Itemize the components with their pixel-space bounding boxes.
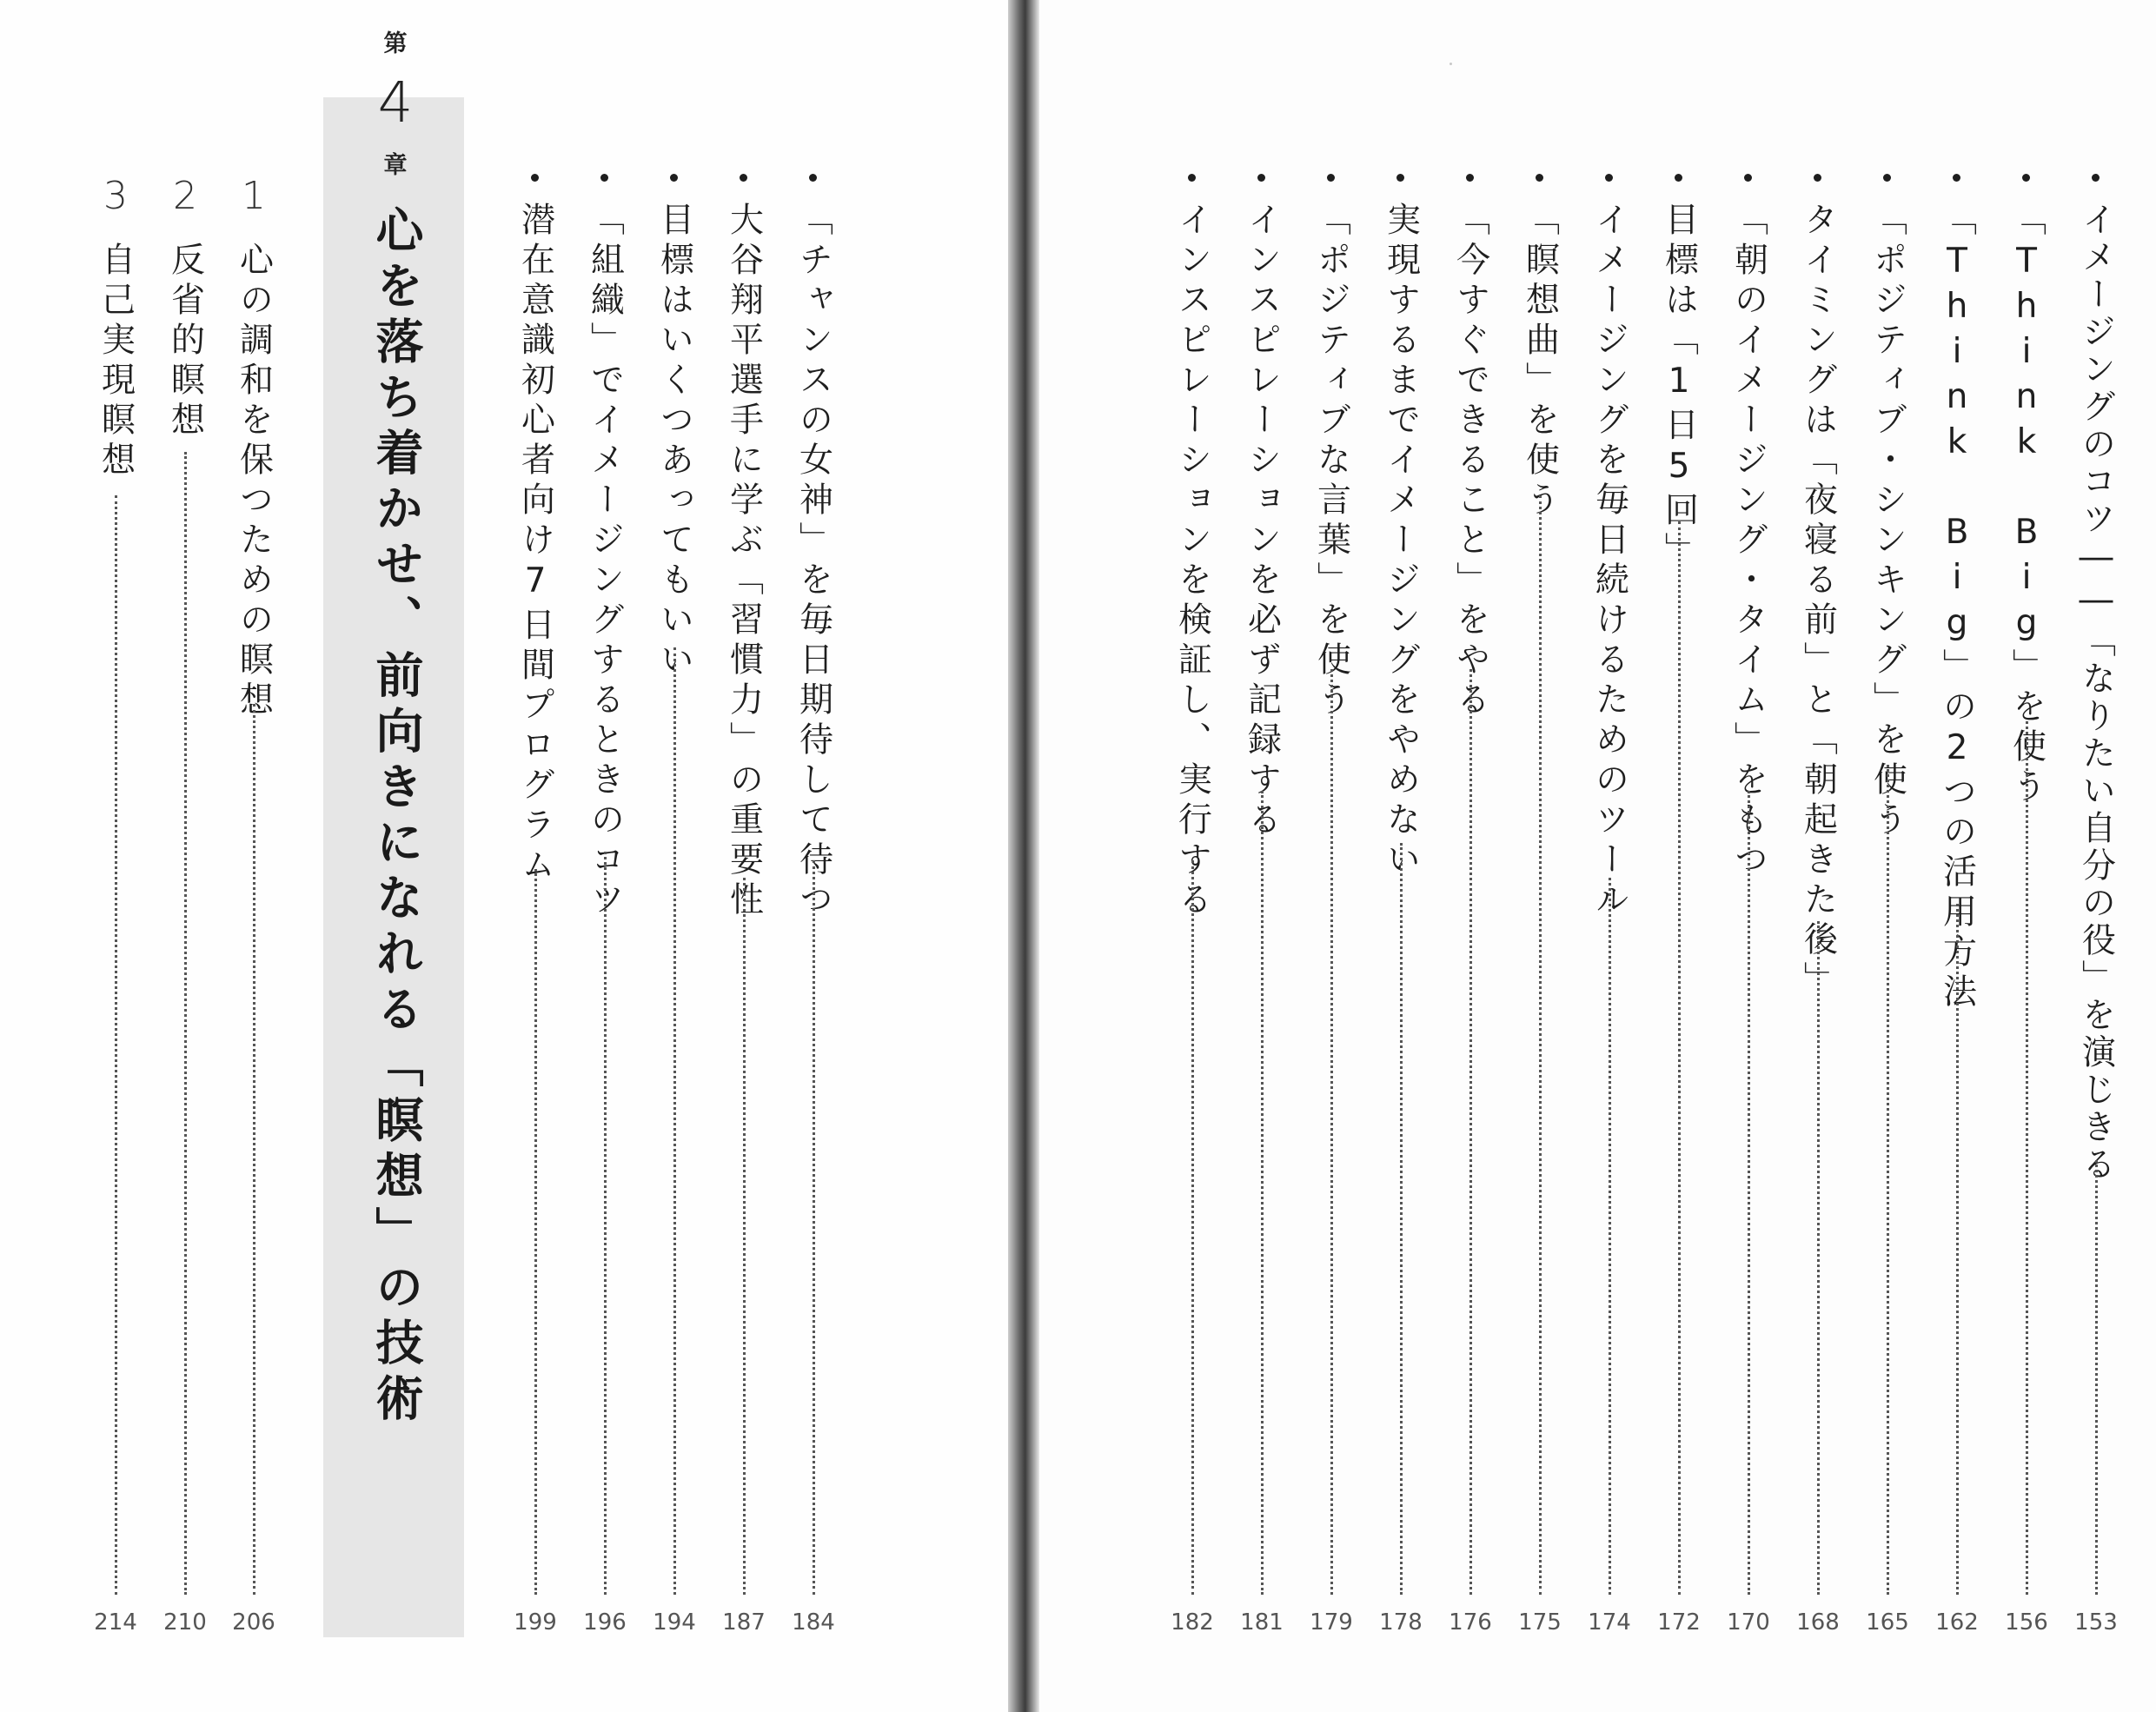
toc-item[interactable]: [505, 0, 566, 1712]
page-number: 187: [722, 1609, 766, 1636]
leader-dots: [1261, 791, 1264, 1595]
leader-dots: [813, 860, 815, 1595]
page-number: 175: [1518, 1609, 1562, 1636]
section-title: 反省的瞑想: [165, 242, 205, 441]
toc-item-title: イメージングを毎日続けるためのツール: [1589, 202, 1629, 921]
bullet-icon: [1188, 174, 1196, 182]
bullet-icon: [740, 174, 747, 182]
bullet-icon: [1257, 174, 1265, 182]
toc-item-title: 「チャンスの女神」を毎日期待して待つ: [793, 202, 833, 921]
toc-item[interactable]: [1231, 0, 1292, 1712]
toc-item[interactable]: [1370, 0, 1431, 1712]
toc-item-title: 「ポジティブ・シンキング」を使う: [1867, 202, 1907, 841]
toc-item-title: イメージングのコツ――「なりたい自分の役」を演じきる: [2076, 202, 2116, 1184]
page-number: 181: [1240, 1609, 1284, 1636]
toc-item[interactable]: [1788, 0, 1848, 1712]
leader-dots: [1330, 669, 1333, 1595]
toc-item[interactable]: [1649, 0, 1709, 1712]
page-number: 206: [232, 1609, 275, 1636]
page-number: 162: [1935, 1609, 1979, 1636]
toc-item[interactable]: [713, 0, 774, 1712]
toc-item[interactable]: [1927, 0, 1987, 1712]
toc-item-title: 大谷翔平選手に学ぶ「習慣力」の重要性: [724, 202, 764, 921]
bullet-icon: [1675, 174, 1682, 182]
toc-item-title: 目標はいくつあってもいい: [654, 202, 694, 681]
toc-item[interactable]: [1579, 0, 1640, 1712]
page-number: 196: [583, 1609, 627, 1636]
page-number: 174: [1588, 1609, 1631, 1636]
chapter-label-bottom: 章: [383, 152, 408, 179]
bullet-icon: [1744, 174, 1752, 182]
page-number: 165: [1866, 1609, 1909, 1636]
leader-dots: [115, 495, 117, 1595]
book-gutter: [1008, 0, 1039, 1712]
left-page: [0, 0, 1008, 1712]
toc-item-title: 「Think Big」を使う: [2007, 202, 2047, 808]
page-number: 178: [1379, 1609, 1423, 1636]
section-title: 自己実現瞑想: [96, 242, 136, 481]
bullet-icon: [1814, 174, 1821, 182]
bullet-icon: [1605, 174, 1613, 182]
bullet-icon: [2022, 174, 2030, 182]
toc-item[interactable]: [1162, 0, 1223, 1712]
page-number: 214: [94, 1609, 137, 1636]
leader-dots: [1817, 921, 1820, 1595]
toc-section[interactable]: [85, 0, 146, 1712]
leader-dots: [673, 647, 676, 1595]
leader-dots: [1956, 904, 1959, 1595]
toc-item[interactable]: [644, 0, 705, 1712]
page-number: 156: [2005, 1609, 2048, 1636]
toc-item-title: 目標は「1日5回」: [1659, 202, 1699, 572]
bullet-icon: [1883, 174, 1891, 182]
bullet-icon: [1953, 174, 1960, 182]
leader-dots: [1887, 765, 1889, 1595]
bullet-icon: [1536, 174, 1543, 182]
toc-item-title: 実現するまでイメージングをやめない: [1381, 202, 1421, 881]
leader-dots: [1539, 495, 1542, 1595]
toc-item-title: 「瞑想曲」を使う: [1520, 202, 1560, 521]
page-number: 194: [653, 1609, 696, 1636]
bullet-icon: [1396, 174, 1404, 182]
toc-section[interactable]: [155, 0, 216, 1712]
page-number: 170: [1727, 1609, 1770, 1636]
leader-dots: [1748, 791, 1750, 1595]
leader-dots: [1609, 878, 1611, 1595]
page-number: 179: [1310, 1609, 1353, 1636]
leader-dots: [2026, 721, 2028, 1595]
toc-item[interactable]: [1996, 0, 2057, 1712]
bullet-icon: [670, 174, 678, 182]
section-number: 1: [242, 174, 266, 218]
page-number: 182: [1171, 1609, 1214, 1636]
bullet-icon: [531, 174, 539, 182]
toc-item[interactable]: [1718, 0, 1779, 1712]
toc-item[interactable]: [574, 0, 635, 1712]
chapter-title: 心を落ち着かせ、前向きになれる「瞑想」の技術: [368, 205, 424, 1429]
page-number: 176: [1449, 1609, 1492, 1636]
bullet-icon: [2092, 174, 2100, 182]
leader-dots: [1678, 521, 1681, 1595]
toc-item-title: 「組織」でイメージングするときのコツ: [585, 202, 625, 921]
leader-dots: [1191, 860, 1194, 1595]
bullet-icon: [1327, 174, 1335, 182]
page-number: 153: [2074, 1609, 2118, 1636]
toc-item[interactable]: [1301, 0, 1362, 1712]
toc-item[interactable]: [1440, 0, 1501, 1712]
section-title: 心の調和を保つための瞑想: [234, 242, 274, 721]
toc-item-title: タイミングは「夜寝る前」と「朝起きた後」: [1798, 202, 1838, 1001]
leader-dots: [534, 869, 537, 1595]
chapter-number: 4: [377, 71, 414, 136]
toc-item-title: 潜在意識初心者向け7日間プログラム: [515, 202, 555, 886]
toc-item-title: 「Think Big」の2つの活用方法: [1937, 202, 1977, 1013]
toc-item[interactable]: [2066, 0, 2126, 1712]
toc-item[interactable]: [1857, 0, 1918, 1712]
toc-item-title: 「今すぐできること」をやる: [1450, 202, 1490, 721]
page-number: 199: [514, 1609, 557, 1636]
leader-dots: [184, 452, 187, 1595]
toc-item-title: インスピレーションを必ず記録する: [1242, 202, 1282, 841]
leader-dots: [743, 878, 746, 1595]
section-number: 3: [103, 174, 128, 218]
toc-item[interactable]: [1509, 0, 1570, 1712]
bullet-icon: [600, 174, 608, 182]
chapter-label-top: 第: [383, 30, 408, 57]
section-number: 2: [173, 174, 197, 218]
page-number: 168: [1796, 1609, 1840, 1636]
page-number: 184: [792, 1609, 835, 1636]
page-number: 210: [163, 1609, 207, 1636]
toc-section[interactable]: [223, 0, 284, 1712]
toc-item-title: 「ポジティブな言葉」を使う: [1311, 202, 1351, 721]
toc-item[interactable]: [783, 0, 844, 1712]
leader-dots: [253, 704, 255, 1595]
toc-item-title: 「朝のイメージング・タイム」をもつ: [1728, 202, 1768, 881]
leader-dots: [1469, 669, 1472, 1595]
page-number: 172: [1657, 1609, 1701, 1636]
toc-item-title: インスピレーションを検証し、実行する: [1172, 202, 1212, 921]
leader-dots: [1400, 843, 1403, 1595]
leader-dots: [604, 852, 607, 1595]
bullet-icon: [809, 174, 817, 182]
leader-dots: [2095, 1160, 2098, 1595]
bullet-icon: [1466, 174, 1474, 182]
